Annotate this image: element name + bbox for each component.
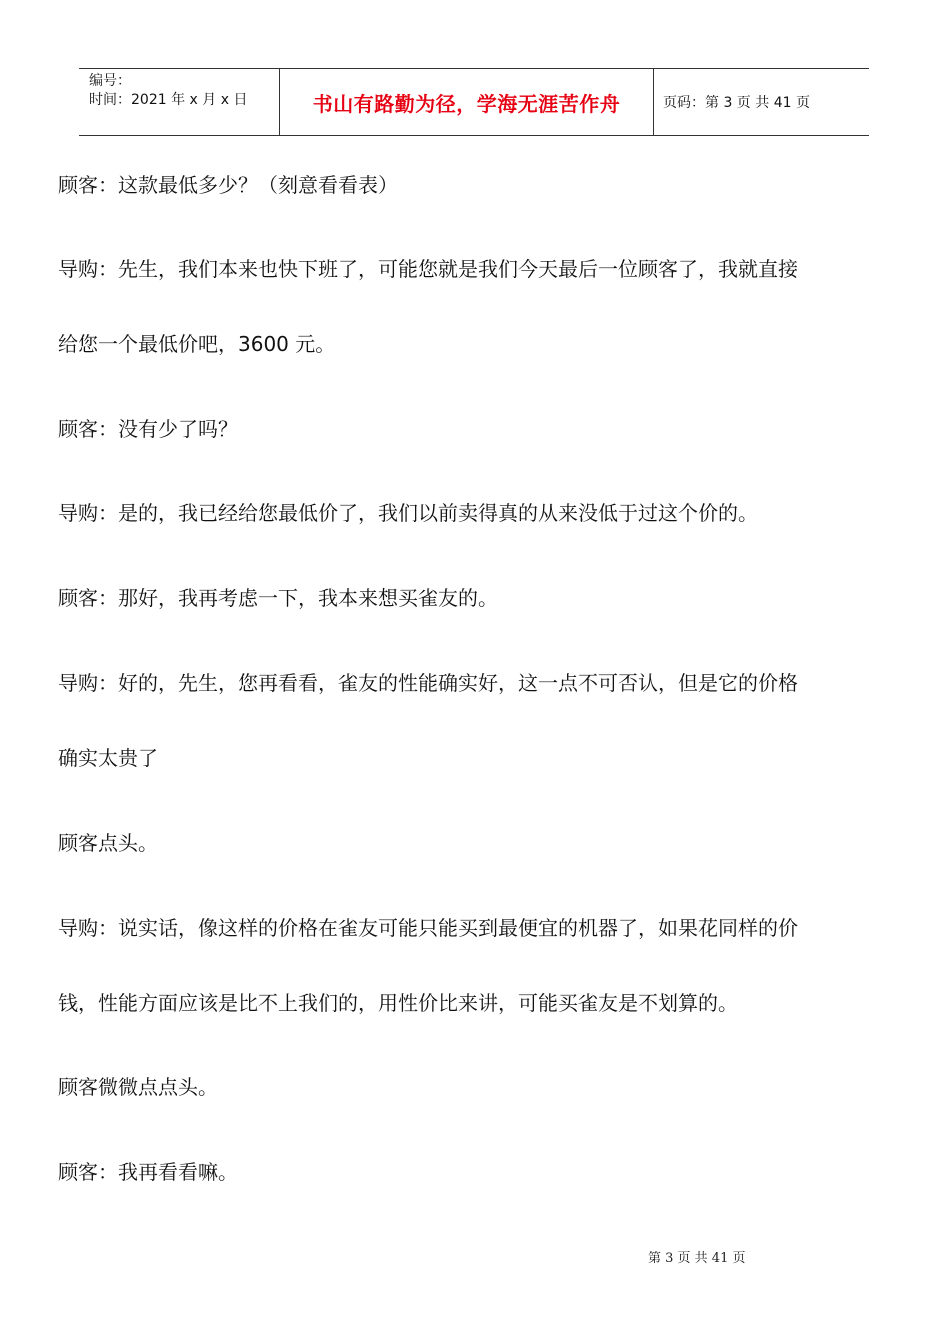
page-code-label: 页码：第 3 页 共 41 页: [663, 95, 810, 111]
dialogue-line: 顾客：我再看看嘛。: [58, 1160, 238, 1184]
dialogue-line: 导购：是的，我已经给您最低价了，我们以前卖得真的从来没低于过这个价的。: [58, 501, 758, 525]
dialogue-line: 顾客：这款最低多少？（刻意看看表）: [58, 173, 398, 197]
dialogue-line: 导购：说实话，像这样的价格在雀友可能只能买到最便宜的机器了，如果花同样的价: [58, 916, 798, 940]
dialogue-line: 顾客点头。: [58, 831, 158, 855]
header-motto-cell: [280, 69, 654, 135]
header-page-cell: [654, 69, 869, 135]
page-footer: 第 3 页 共 41 页: [648, 1251, 746, 1266]
motto-text: 书山有路勤为径，学海无涯苦作舟: [312, 91, 621, 116]
dialogue-line: 钱，性能方面应该是比不上我们的，用性价比来讲，可能买雀友是不划算的。: [58, 991, 738, 1015]
dialogue-line: 顾客微微点点头。: [58, 1075, 218, 1099]
dialogue-line: 导购：先生，我们本来也快下班了，可能您就是我们今天最后一位顾客了，我就直接: [58, 257, 798, 281]
dialogue-line: 顾客：那好，我再考虑一下，我本来想买雀友的。: [58, 586, 498, 610]
dialogue-line: 确实太贵了: [58, 746, 158, 770]
header-meta-cell: [79, 69, 280, 135]
serial-number-label: 编号：: [89, 73, 131, 89]
dialogue-line: 导购：好的，先生，您再看看，雀友的性能确实好，这一点不可否认，但是它的价格: [58, 671, 798, 695]
date-label: 时间：2021 年 x 月 x 日: [89, 92, 248, 108]
page-header: [79, 68, 869, 136]
dialogue-line: 给您一个最低价吧，3600 元。: [58, 332, 336, 356]
dialogue-line: 顾客：没有少了吗？: [58, 417, 238, 441]
